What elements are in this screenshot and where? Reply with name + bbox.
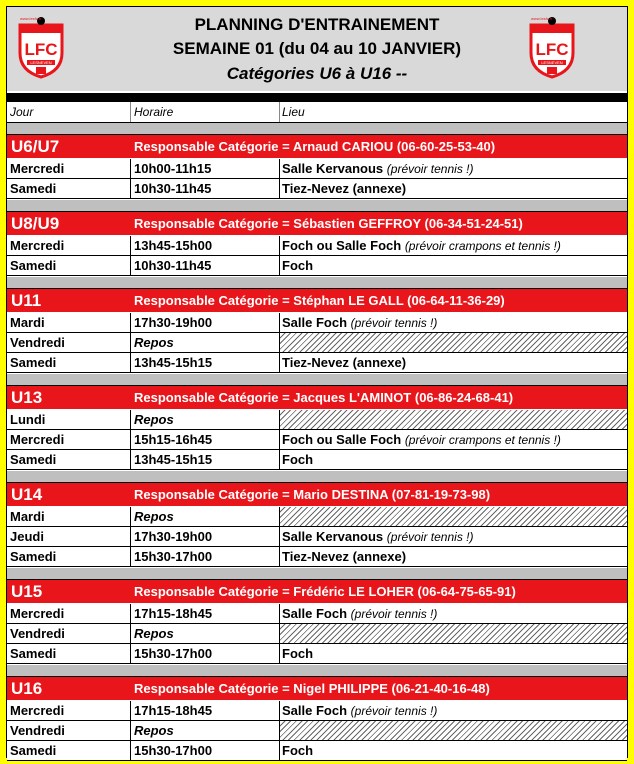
row-day: Mercredi: [10, 161, 65, 176]
schedule-row: [7, 701, 627, 721]
row-day: Samedi: [10, 646, 57, 661]
row-place-cell: [282, 159, 625, 178]
category-responsable: Responsable Catégorie = Stéphan LE GALL (06-64-11-36-29): [134, 293, 505, 308]
category-name: U16: [11, 679, 43, 698]
schedule-row: [7, 256, 627, 276]
page-title: PLANNING D'ENTRAINEMENT: [194, 15, 440, 34]
row-day: Vendredi: [10, 626, 65, 641]
category-header: [7, 212, 627, 235]
row-place-cell: [282, 604, 625, 623]
rest-hatch-cell: [280, 507, 627, 526]
column-header-time: Horaire: [134, 105, 174, 119]
header: [7, 7, 627, 91]
logo-club-name: LESNEVEN: [541, 60, 563, 65]
row-day: Mercredi: [10, 432, 65, 447]
schedule-row: [7, 236, 627, 256]
category-responsable: Responsable Catégorie = Mario DESTINA (07-81-19-73-98): [134, 487, 491, 502]
schedule-row: [7, 604, 627, 624]
schedule-row: [7, 179, 627, 199]
row-place-cell: [282, 236, 625, 255]
row-place-cell: [282, 313, 625, 332]
categories-subtitle: Catégories U6 à U16 --: [226, 64, 408, 83]
schedule-row: [7, 507, 627, 527]
column-header-place: Lieu: [282, 105, 305, 119]
column-header-row: [7, 102, 627, 123]
category-header: [7, 135, 627, 158]
row-place: Salle Kervanous: [282, 161, 384, 176]
category-name: U6/U7: [11, 137, 60, 156]
row-time: 10h30-11h45: [134, 181, 212, 196]
row-time: 15h30-17h00: [134, 646, 213, 661]
rest-hatch-cell: [280, 624, 627, 643]
row-time: 15h15-16h45: [134, 432, 213, 447]
category-name: U8/U9: [11, 214, 60, 233]
row-day: Samedi: [10, 452, 57, 467]
category-header: [7, 580, 627, 603]
row-place: Foch ou Salle Foch: [282, 238, 402, 253]
section-gap: [7, 471, 627, 483]
row-place-cell: [282, 353, 625, 372]
row-day: Samedi: [10, 258, 57, 273]
schedule-row: [7, 313, 627, 333]
row-time: 15h30-17h00: [134, 743, 213, 758]
schedule-row: [7, 547, 627, 567]
section-gap: [7, 665, 627, 677]
row-note: (prévoir crampons et tennis !): [404, 239, 561, 253]
row-place: Salle Foch: [282, 315, 348, 330]
row-note: (prévoir tennis !): [386, 162, 474, 176]
schedule-row: [7, 721, 627, 741]
header-divider: [7, 93, 627, 102]
row-time: 10h00-11h15: [134, 161, 212, 176]
logo-site-text: www.lesfc.fr: [531, 16, 553, 21]
row-day: Mercredi: [10, 238, 65, 253]
category-name: U15: [11, 582, 43, 601]
row-time: 17h15-18h45: [134, 703, 213, 718]
row-day: Samedi: [10, 355, 57, 370]
schedule-row: [7, 741, 627, 761]
row-place-cell: [282, 644, 625, 663]
schedule-row: [7, 410, 627, 430]
row-time: 13h45-15h15: [134, 452, 213, 467]
rest-hatch-cell: [280, 410, 627, 429]
schedule-row: [7, 644, 627, 664]
row-place: Foch: [282, 258, 314, 273]
row-time: Repos: [134, 626, 174, 641]
section-gap: [7, 277, 627, 289]
row-place: Tiez-Nevez (annexe): [282, 549, 407, 564]
row-time: Repos: [134, 335, 174, 350]
schedule-row: [7, 450, 627, 470]
row-note: (prévoir tennis !): [386, 530, 474, 544]
row-place: Foch: [282, 452, 314, 467]
row-day: Samedi: [10, 181, 57, 196]
row-place: Salle Foch: [282, 703, 348, 718]
row-place-cell: [282, 527, 625, 546]
category-header: [7, 677, 627, 700]
schedule-row: [7, 333, 627, 353]
row-place: Salle Kervanous: [282, 529, 384, 544]
week-subtitle: SEMAINE 01 (du 04 au 10 JANVIER): [172, 39, 462, 58]
row-day: Vendredi: [10, 723, 65, 738]
category-header: [7, 483, 627, 506]
schedule-row: [7, 430, 627, 450]
row-time: 13h45-15h15: [134, 355, 213, 370]
logo-letters: LFC: [535, 40, 569, 59]
row-note: (prévoir tennis !): [350, 607, 438, 621]
rest-hatch-cell: [280, 333, 627, 352]
row-place-cell: [282, 430, 625, 449]
planning-sheet: [6, 6, 628, 758]
row-place: Salle Foch: [282, 606, 348, 621]
schedule-row: [7, 624, 627, 644]
row-place: Foch: [282, 646, 314, 661]
row-time: Repos: [134, 412, 174, 427]
logo-club-name: LESNEVEN: [30, 60, 52, 65]
logo-letters: LFC: [24, 40, 58, 59]
schedule-row: [7, 527, 627, 547]
row-time: 17h30-19h00: [134, 315, 213, 330]
category-responsable: Responsable Catégorie = Frédéric LE LOHER (06-64-75-65-91): [134, 584, 516, 599]
row-day: Mercredi: [10, 703, 65, 718]
category-name: U11: [11, 291, 42, 310]
rest-hatch-cell: [280, 721, 627, 740]
row-day: Lundi: [10, 412, 46, 427]
category-header: [7, 386, 627, 409]
category-name: U14: [11, 485, 43, 504]
row-place: Tiez-Nevez (annexe): [282, 355, 407, 370]
schedule-row: [7, 353, 627, 373]
logo-site-text: www.lesfc.fr: [20, 16, 42, 21]
row-place-cell: [282, 741, 625, 760]
row-place-cell: [282, 256, 625, 275]
row-place: Tiez-Nevez (annexe): [282, 181, 407, 196]
row-time: 15h30-17h00: [134, 549, 213, 564]
row-note: (prévoir crampons et tennis !): [404, 433, 561, 447]
row-note: (prévoir tennis !): [350, 704, 438, 718]
column-header-day: Jour: [10, 105, 34, 119]
section-gap: [7, 123, 627, 135]
row-day: Samedi: [10, 743, 57, 758]
category-responsable: Responsable Catégorie = Arnaud CARIOU (06-60-25-53-40): [134, 139, 496, 154]
section-gap: [7, 200, 627, 212]
row-day: Mercredi: [10, 606, 65, 621]
row-place: Foch: [282, 743, 314, 758]
category-name: U13: [11, 388, 43, 407]
category-header: [7, 289, 627, 312]
row-day: Jeudi: [10, 529, 44, 544]
row-day: Mardi: [10, 315, 45, 330]
row-place-cell: [282, 179, 625, 198]
row-time: 17h15-18h45: [134, 606, 213, 621]
row-note: (prévoir tennis !): [350, 316, 438, 330]
category-responsable: Responsable Catégorie = Jacques L'AMINOT (06-86-24-68-41): [134, 390, 514, 405]
row-time: 17h30-19h00: [134, 529, 213, 544]
category-responsable: Responsable Catégorie = Nigel PHILIPPE (06-21-40-16-48): [134, 681, 490, 696]
row-day: Mardi: [10, 509, 45, 524]
row-time: 13h45-15h00: [134, 238, 213, 253]
schedule-row: [7, 159, 627, 179]
row-place-cell: [282, 450, 625, 469]
row-place-cell: [282, 547, 625, 566]
category-responsable: Responsable Catégorie = Sébastien GEFFROY (06-34-51-24-51): [134, 216, 523, 231]
row-time: Repos: [134, 509, 174, 524]
row-time: 10h30-11h45: [134, 258, 212, 273]
section-gap: [7, 568, 627, 580]
row-place-cell: [282, 701, 625, 720]
row-place: Foch ou Salle Foch: [282, 432, 402, 447]
row-time: Repos: [134, 723, 174, 738]
section-gap: [7, 374, 627, 386]
row-day: Vendredi: [10, 335, 65, 350]
row-day: Samedi: [10, 549, 57, 564]
